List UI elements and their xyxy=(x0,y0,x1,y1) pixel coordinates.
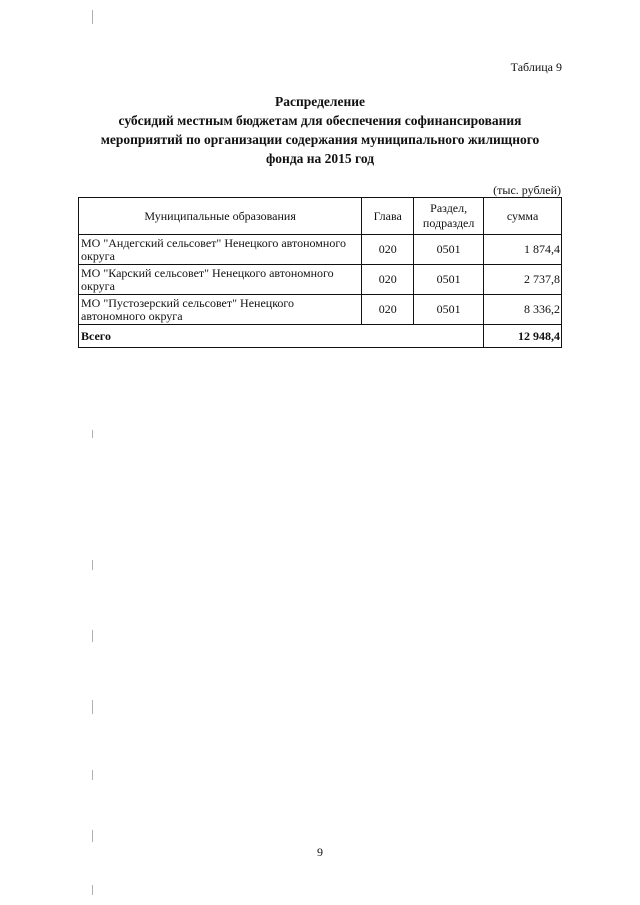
header-razdel-line-1: Раздел, xyxy=(430,201,468,215)
document-title xyxy=(70,92,570,168)
scan-artifact xyxy=(92,885,93,895)
row-municipality-name: МО "Пустозерский сельсовет" Ненецкого автономного округа xyxy=(79,295,362,325)
row-glava-code: 020 xyxy=(362,235,414,265)
distribution-table xyxy=(78,197,562,348)
header-municipalities: Муниципальные образования xyxy=(79,198,362,235)
row-municipality-name: МО "Карский сельсовет" Ненецкого автономного округа xyxy=(79,265,362,295)
row-razdel-code: 0501 xyxy=(414,235,484,265)
table-number-label: Таблица 9 xyxy=(510,60,562,74)
row-razdel-code: 0501 xyxy=(414,265,484,295)
row-glava-code: 020 xyxy=(362,265,414,295)
table-header-row xyxy=(79,198,562,235)
table-row xyxy=(79,235,562,265)
header-glava: Глава xyxy=(362,198,414,235)
header-razdel-line-2: подраздел xyxy=(422,216,475,230)
scan-artifact xyxy=(92,10,93,24)
scan-artifact xyxy=(92,770,93,780)
scan-artifact xyxy=(92,830,93,842)
row-sum: 2 737,8 xyxy=(484,265,562,295)
scan-artifact xyxy=(92,430,93,438)
scan-artifact xyxy=(92,560,93,570)
scan-artifact xyxy=(92,630,93,642)
row-sum: 8 336,2 xyxy=(484,295,562,325)
row-glava-code: 020 xyxy=(362,295,414,325)
table-row xyxy=(79,265,562,295)
title-line-3: мероприятий по организации содержания муниципального жилищного xyxy=(100,132,540,147)
page-number: 9 xyxy=(317,845,323,859)
header-sum: сумма xyxy=(484,198,562,235)
title-line-1: Распределение xyxy=(274,94,366,109)
title-line-2: субсидий местным бюджетам для обеспечения софинансирования xyxy=(118,113,522,128)
table-row xyxy=(79,295,562,325)
total-row xyxy=(79,325,562,348)
row-sum: 1 874,4 xyxy=(484,235,562,265)
scan-artifact xyxy=(92,700,93,714)
row-razdel-code: 0501 xyxy=(414,295,484,325)
row-municipality-name: МО "Андегский сельсовет" Ненецкого автономного округа xyxy=(79,235,362,265)
total-label: Всего xyxy=(79,325,484,348)
unit-note: (тыс. рублей) xyxy=(493,183,561,197)
title-line-4: фонда на 2015 год xyxy=(265,151,375,166)
total-sum: 12 948,4 xyxy=(484,325,562,348)
header-razdel xyxy=(414,198,484,235)
